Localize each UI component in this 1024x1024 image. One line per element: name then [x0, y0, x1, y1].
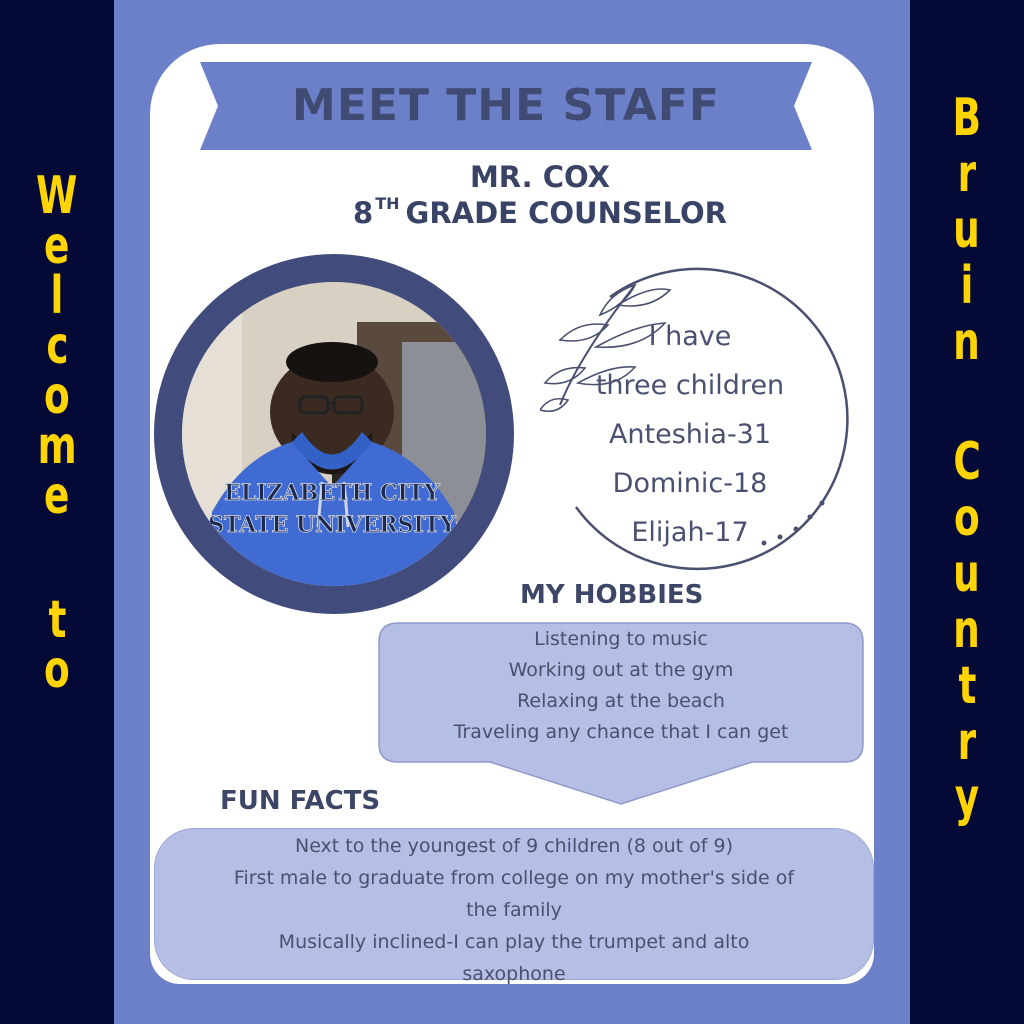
welcome-letter: c [45, 316, 69, 376]
fun-fact-line: saxophone [462, 963, 566, 985]
grade-suffix: TH [375, 194, 400, 213]
staff-role [260, 196, 820, 230]
bruin-letter: i [960, 256, 974, 316]
bruin-letter: n [953, 600, 981, 660]
meet-the-staff-banner [200, 62, 812, 150]
hobbies-list [378, 624, 864, 748]
bruin-letter: C [953, 432, 981, 492]
fun-facts-heading: FUN FACTS [220, 786, 381, 816]
banner-title: MEET THE STAFF [292, 80, 720, 131]
fun-fact-line: Musically inclined-I can play the trumpet and alto [278, 931, 750, 953]
bruin-country-vertical-text [910, 88, 1024, 828]
bruin-letter: r [957, 144, 977, 204]
photo-frame [154, 254, 514, 614]
hoodie-text-line2: STATE UNIVERSITY [208, 512, 456, 538]
welcome-letter: t [48, 590, 66, 650]
fun-fact-line: the family [466, 899, 562, 921]
grade-number: 8 [353, 196, 374, 230]
hobby-item: Traveling any chance that I can get [453, 721, 789, 743]
staff-name: MR. COX [469, 160, 611, 194]
welcome-letter: m [37, 416, 77, 476]
children-line: three children [595, 370, 785, 401]
bruin-letter: y [954, 768, 980, 828]
welcome-letter: o [44, 366, 70, 426]
hobby-item: Listening to music [534, 628, 708, 650]
staff-photo [182, 282, 486, 586]
children-info [560, 312, 820, 557]
staff-portrait-image [182, 282, 486, 586]
welcome-letter: e [44, 466, 70, 526]
fun-fact-line: First male to graduate from college on my mother's side of [233, 867, 795, 889]
fun-fact-line: Next to the youngest of 9 children (8 out of 9) [294, 835, 734, 857]
children-line: I have [648, 321, 732, 352]
bruin-letter: B [952, 88, 982, 148]
role-title: GRADE COUNSELOR [405, 196, 727, 230]
hobbies-heading: MY HOBBIES [520, 580, 704, 610]
bruin-letter: o [954, 488, 980, 548]
bruin-letter: r [957, 712, 977, 772]
hoodie-text-line1: ELIZABETH CITY [224, 480, 440, 506]
bruin-letter: t [958, 656, 976, 716]
children-line: Dominic-18 [612, 468, 768, 499]
hobby-item: Working out at the gym [508, 659, 734, 681]
fun-facts-list [176, 830, 852, 990]
bruin-letter: u [953, 544, 981, 604]
welcome-vertical-text [0, 166, 114, 700]
welcome-letter: W [36, 166, 78, 226]
bruin-letter: n [953, 312, 981, 372]
children-line: Elijah-17 [631, 517, 749, 548]
children-line: Anteshia-31 [608, 419, 772, 450]
welcome-letter: o [44, 640, 70, 700]
bruin-letter: u [953, 200, 981, 260]
welcome-letter: l [50, 266, 64, 326]
hobby-item: Relaxing at the beach [517, 690, 725, 712]
welcome-letter: e [44, 216, 70, 276]
